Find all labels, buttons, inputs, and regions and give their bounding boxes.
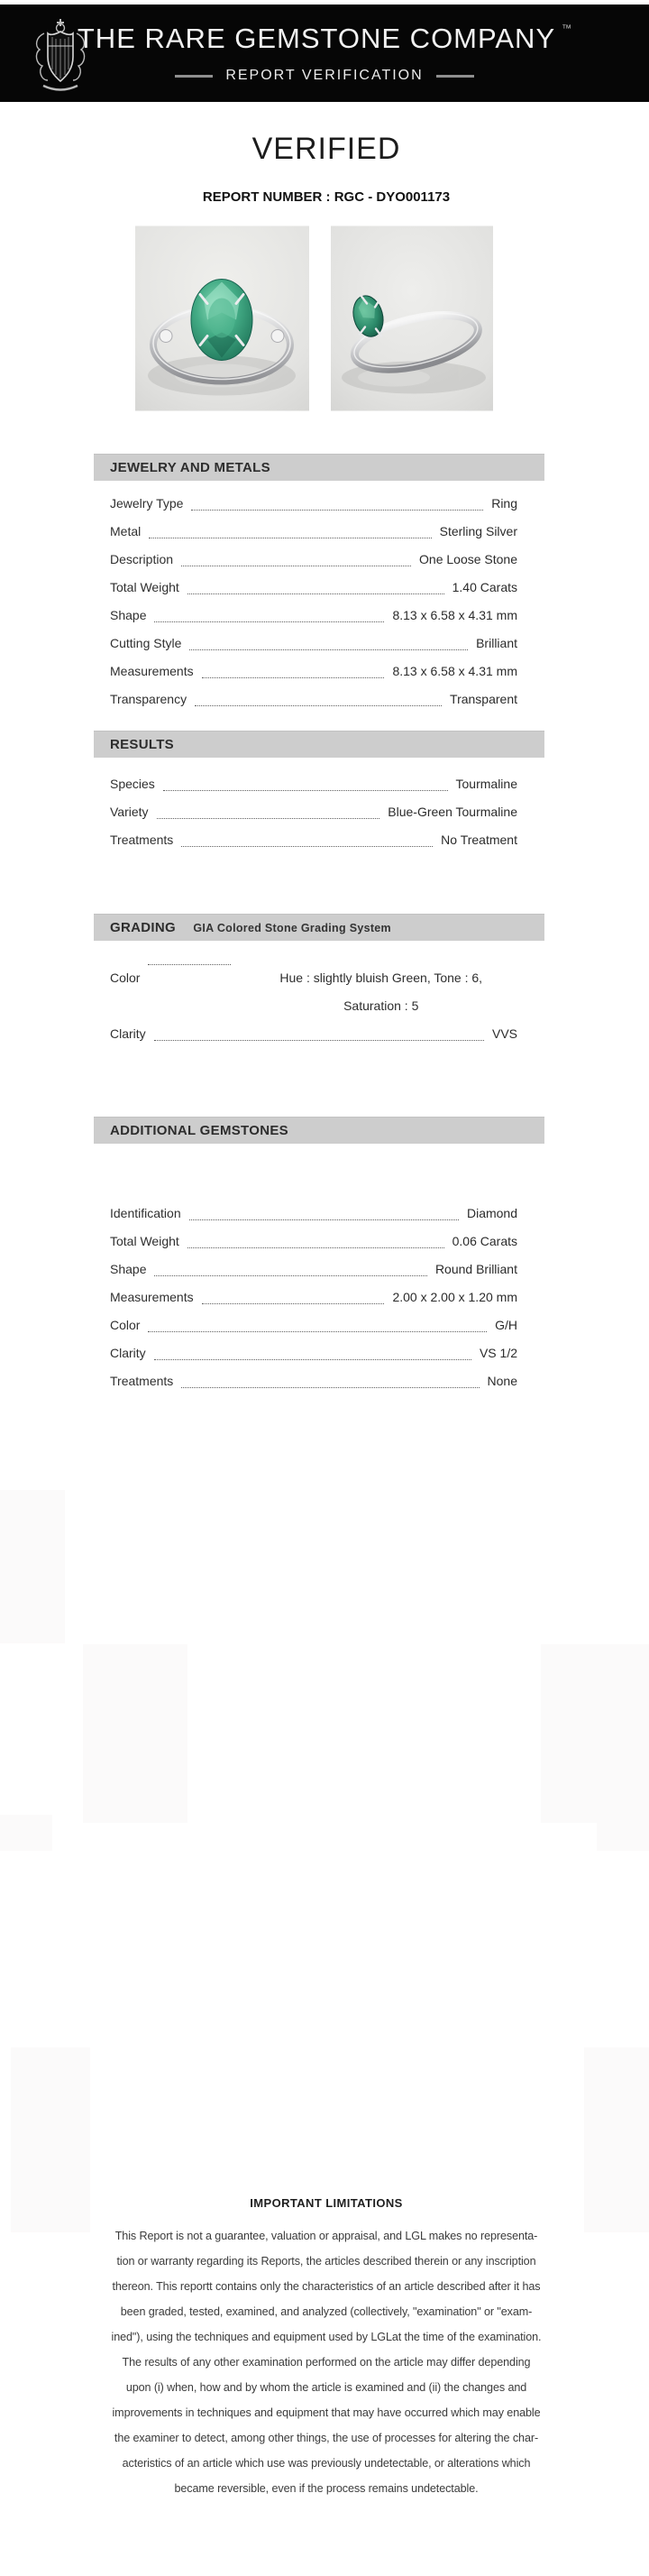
spec-label: Clarity	[110, 1026, 146, 1041]
dotted-leader	[202, 658, 385, 678]
table-row	[110, 1283, 517, 1311]
section-title: ADDITIONAL GEMSTONES	[110, 1123, 288, 1138]
spec-label: Total Weight	[110, 1234, 179, 1248]
spec-label: Total Weight	[110, 580, 179, 594]
paragraph-line: improvements in techniques and equipment that may have occurred which may enable	[112, 2406, 541, 2419]
section-header-jewelry	[94, 454, 544, 481]
table-row	[110, 1367, 517, 1395]
section-title: RESULTS	[110, 737, 174, 752]
table-row	[110, 1200, 517, 1228]
limitations-paragraph	[101, 2223, 552, 2501]
spec-value: 2.00 x 2.00 x 1.20 mm	[392, 1290, 517, 1304]
dotted-leader	[163, 770, 448, 791]
spec-value: VS 1/2	[479, 1346, 517, 1360]
spec-value: Sterling Silver	[439, 524, 517, 538]
table-row	[110, 798, 517, 826]
limitations-title: IMPORTANT LIMITATIONS	[250, 2196, 403, 2210]
watermark-block	[597, 1815, 649, 1851]
report-verification-row	[0, 68, 649, 84]
table-row	[110, 964, 517, 1020]
dotted-leader	[191, 490, 483, 511]
dotted-leader	[181, 826, 433, 847]
dotted-leader	[154, 602, 384, 622]
dotted-leader	[154, 1020, 484, 1041]
watermark-block	[0, 1490, 65, 1643]
spec-value: Hue : slightly bluish Green, Tone : 6, Saturation : 5	[279, 971, 483, 1013]
dotted-leader	[157, 798, 380, 819]
dotted-leader	[187, 1228, 444, 1248]
table-row	[110, 1339, 517, 1367]
paragraph-line: tion or warranty regarding its Reports, the articles described therein or any inscription	[116, 2255, 536, 2268]
table-row	[110, 546, 517, 574]
spec-label: Description	[110, 552, 174, 566]
report-number: REPORT NUMBER : RGC - DYO001173	[202, 189, 451, 205]
spec-label: Identification	[110, 1206, 181, 1220]
dotted-leader	[148, 964, 231, 965]
left-dash-line	[175, 75, 213, 78]
dotted-leader	[181, 546, 411, 566]
spec-label: Clarity	[110, 1346, 146, 1360]
table-row	[110, 1256, 517, 1283]
table-row	[110, 1020, 517, 1048]
spec-label: Cutting Style	[110, 636, 182, 650]
dotted-leader	[195, 685, 442, 706]
right-dash-line	[436, 75, 474, 78]
spec-label: Metal	[110, 524, 142, 538]
report-verification-subtitle: REPORT VERIFICATION	[225, 68, 424, 83]
section-title: GRADING	[110, 920, 176, 935]
table-row	[110, 602, 517, 630]
spec-label: Color	[110, 1318, 141, 1332]
watermark-block	[584, 2047, 649, 2232]
spec-table	[94, 770, 544, 854]
spec-label: Treatments	[110, 833, 174, 847]
dotted-leader	[148, 1311, 487, 1332]
section-additional-gemstones	[94, 1117, 544, 1395]
spec-value: VVS	[491, 1026, 517, 1041]
paragraph-line: The results of any other examination performed on the article may differ depending	[122, 2356, 531, 2369]
spec-value: Blue-Green Tourmaline	[388, 805, 517, 819]
limitations-section	[101, 2194, 552, 2501]
spec-label: Shape	[110, 1262, 147, 1276]
table-row	[110, 826, 517, 854]
spec-value: 8.13 x 6.58 x 4.31 mm	[392, 664, 517, 678]
dotted-leader	[187, 574, 444, 594]
paragraph-line: been graded, tested, examined, and analyzed (collectively, "examination" or "exam-	[120, 2305, 533, 2318]
verified-status: VERIFIED	[251, 132, 401, 166]
paragraph-line: became reversible, even if the process remains undetectable.	[174, 2482, 479, 2495]
table-row	[110, 630, 517, 658]
spec-value: G/H	[495, 1318, 517, 1332]
watermark-block	[0, 1815, 52, 1851]
section-results	[94, 731, 544, 854]
spec-label: Treatments	[110, 1374, 174, 1388]
spec-label: Shape	[110, 608, 147, 622]
table-row	[110, 1311, 517, 1339]
paragraph-line: acteristics of an article which use was previously undetectable, or alterations which	[122, 2457, 531, 2470]
section-grading	[94, 914, 544, 1048]
spec-value: Round Brilliant	[434, 1262, 517, 1276]
brand-title: THE RARE GEMSTONE COMPANY	[77, 23, 556, 54]
spec-label: Species	[110, 777, 155, 791]
section-title: JEWELRY AND METALS	[110, 460, 270, 475]
spec-label: Color	[110, 971, 141, 985]
paragraph-line: This Report is not a guarantee, valuation or appraisal, and LGL makes no representa-	[114, 2230, 538, 2242]
section-header-additional	[94, 1117, 544, 1144]
spec-label: Measurements	[110, 1290, 194, 1304]
dotted-leader	[189, 1200, 459, 1220]
table-row	[110, 574, 517, 602]
spec-value: Transparent	[450, 692, 517, 706]
spec-value: Ring	[491, 496, 517, 511]
spec-table	[94, 964, 544, 1048]
trademark-mark: ™	[562, 23, 572, 34]
dotted-leader	[154, 1256, 426, 1276]
table-row	[110, 685, 517, 713]
dotted-leader	[181, 1367, 479, 1388]
spec-label: Transparency	[110, 692, 187, 706]
spec-value: Brilliant	[476, 636, 517, 650]
table-row	[110, 518, 517, 546]
table-row	[110, 490, 517, 518]
watermark-block	[11, 2047, 90, 2232]
spec-value: One Loose Stone	[419, 552, 517, 566]
brand-title-row	[0, 23, 649, 55]
dotted-leader	[189, 630, 468, 650]
spec-value: No Treatment	[441, 833, 517, 847]
spec-value: 1.40 Carats	[452, 580, 517, 594]
paragraph-line: ined"), using the techniques and equipment used by LGLat the time of the examination.	[111, 2331, 542, 2343]
spec-value: 0.06 Carats	[452, 1234, 517, 1248]
spec-label: Variety	[110, 805, 149, 819]
paragraph-line: upon (i) when, how and by whom the article is examined and (ii) the changes and	[125, 2381, 527, 2394]
paragraph-line: thereon. This reportt contains only the characteristics of an article described after it has	[112, 2280, 541, 2293]
ring-side-photo[interactable]	[331, 225, 493, 411]
dotted-leader	[149, 518, 431, 538]
section-header-grading	[94, 914, 544, 941]
spec-value: None	[487, 1374, 517, 1388]
spec-value: Tourmaline	[455, 777, 517, 791]
section-header-results	[94, 731, 544, 758]
ring-front-photo[interactable]	[135, 225, 309, 411]
spec-table	[94, 1200, 544, 1395]
table-row	[110, 1228, 517, 1256]
section-jewelry-and-metals	[94, 454, 544, 713]
spec-table	[94, 490, 544, 713]
spec-label: Measurements	[110, 664, 194, 678]
spec-value: Diamond	[466, 1206, 517, 1220]
section-subtitle: GIA Colored Stone Grading System	[193, 922, 391, 934]
watermark-block	[541, 1644, 649, 1823]
spec-label: Jewelry Type	[110, 496, 184, 511]
header-bar	[0, 5, 649, 102]
table-row	[110, 770, 517, 798]
watermark-block	[83, 1644, 187, 1823]
dotted-leader	[154, 1339, 471, 1360]
spec-value: 8.13 x 6.58 x 4.31 mm	[392, 608, 517, 622]
table-row	[110, 658, 517, 685]
paragraph-line: the examiner to detect, among other things, the use of processes for altering the char-	[114, 2432, 539, 2444]
dotted-leader	[202, 1283, 385, 1304]
